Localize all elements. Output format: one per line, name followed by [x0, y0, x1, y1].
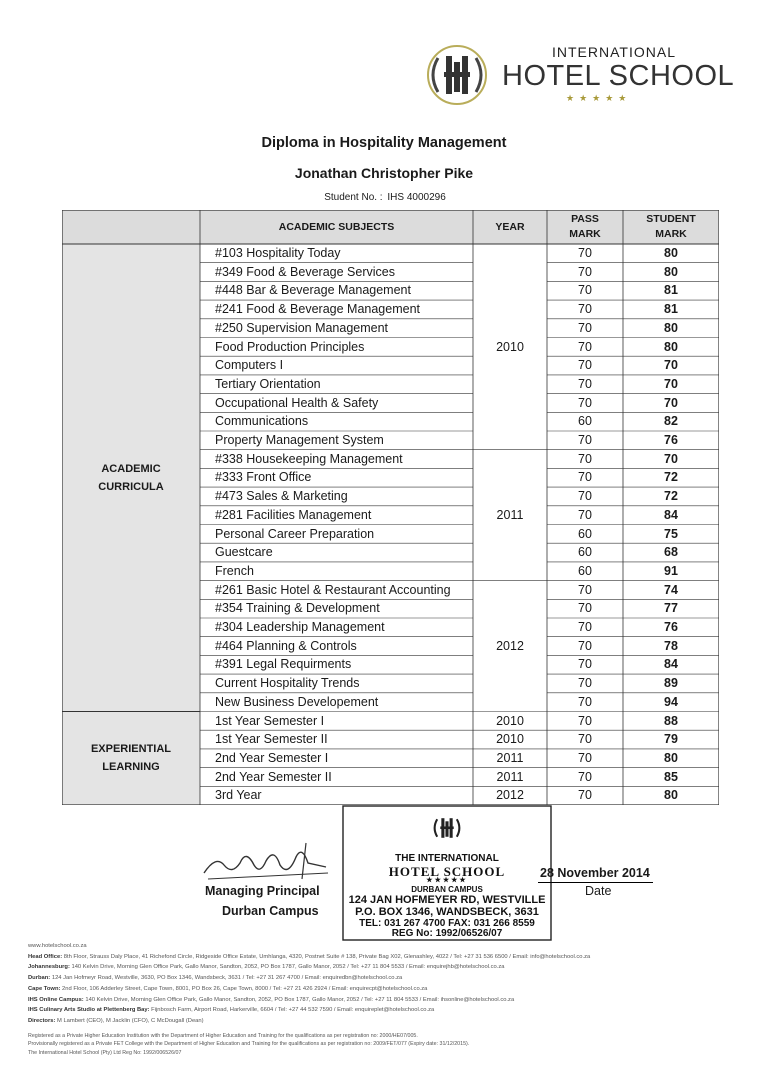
table-row-subject: Property Management System: [215, 433, 384, 447]
table-row-pass-mark: 70: [578, 788, 592, 803]
table-row-subject: Occupational Health & Safety: [215, 395, 379, 410]
table-row-pass-mark: 70: [578, 264, 592, 279]
table-row-pass-mark: 70: [578, 769, 592, 784]
stamp-line-5: P.O. BOX 1346, WANDSBECK, 3631: [355, 906, 539, 918]
table-row-student-mark: 77: [664, 601, 678, 616]
issue-date: 28 November 2014: [540, 866, 650, 880]
date-label: Date: [585, 884, 612, 898]
logo-text-hotel-school: HOTEL SCHOOL: [502, 60, 735, 92]
footer-line-5: IHS Culinary Arts Studio at Plettenberg Bay: Fijnbosch Farm, Airport Road, Harkerville, 6604 / Tel: +27 44 532 7590 / Email: enquireplet@hotelschool.co.za: [28, 1007, 435, 1014]
footer-registration-1: Provisionally registered as a Private FET College with the Department of Higher Education and Training for the qualifications as per registration no: 2009/FET/077 (Expiry date: 31/12/2015).: [28, 1041, 470, 1048]
table-row-pass-mark: 70: [578, 713, 592, 728]
table-row-student-mark: 85: [664, 769, 678, 784]
table-row-student-mark: 80: [664, 339, 678, 354]
table-row-student-mark: 70: [664, 451, 678, 466]
table-row-pass-mark: 70: [578, 750, 592, 765]
table-row-pass-mark: 70: [578, 620, 592, 634]
table-row-pass-mark: 70: [578, 376, 592, 391]
header-academic-subjects: ACADEMIC SUBJECTS: [278, 221, 395, 233]
table-row-pass-mark: 70: [578, 507, 592, 522]
section-label-experiential-line1: EXPERIENTIAL: [90, 743, 172, 755]
school-logo-emblem-icon: [424, 42, 490, 108]
stamp-line-4: 124 JAN HOFMEYER RD, WESTVILLE: [348, 894, 546, 906]
table-row-student-mark: 76: [664, 433, 678, 447]
footer-registration-2: The International Hotel School (Pty) Ltd Reg No: 1992/006526/07: [28, 1049, 182, 1056]
table-row-pass-mark: 70: [578, 283, 592, 298]
footer: [28, 941, 748, 1057]
table-row-subject: #464 Planning & Controls: [215, 638, 357, 653]
table-row-subject: Communications: [215, 414, 309, 429]
signature-scribble: [196, 835, 336, 885]
section-label-academic-line2: CURRICULA: [98, 481, 164, 493]
section-label-experiential-line2: LEARNING: [102, 761, 160, 773]
table-row-pass-mark: 60: [578, 545, 592, 560]
table-row-pass-mark: 70: [578, 320, 592, 335]
table-row-year: 2012: [496, 788, 524, 803]
table-row-pass-mark: 60: [578, 414, 592, 429]
table-row-student-mark: 80: [664, 750, 678, 765]
section-label-academic-line1: ACADEMIC: [101, 463, 161, 475]
table-row-pass-mark: 60: [578, 563, 592, 578]
table-row-subject: #250 Supervision Management: [215, 320, 389, 335]
footer-line-2: Durban: 124 Jan Hofmeyr Road, Westville, 3630, PO Box 1346, Wandsbeck, 3631 / Tel: +27 31 267 4700 / Email: enquiredbn@hotelschool.co.za: [28, 975, 403, 982]
student-number-value: IHS 4000296: [387, 192, 446, 203]
footer-website: www.hotelschool.co.za: [28, 943, 87, 949]
date-underline: [538, 882, 653, 883]
table-row-pass-mark: 70: [578, 657, 592, 672]
table-row-student-mark: 80: [664, 246, 678, 260]
stamp-line-1: THE INTERNATIONAL: [395, 853, 499, 864]
table-row-pass-mark: 70: [578, 470, 592, 485]
table-row-student-mark: 78: [664, 638, 678, 653]
table-row-subject: #103 Hospitality Today: [215, 246, 341, 260]
document-title: Diploma in Hospitality Management: [261, 135, 507, 151]
table-row-student-mark: 80: [664, 264, 678, 279]
table-row-subject: 2nd Year Semester II: [215, 769, 332, 784]
table-row-subject: #333 Front Office: [215, 470, 312, 485]
footer-line-6: Directors: M Lambert (CEO), M Jacklin (CFO), C McDougall (Dean): [28, 1017, 204, 1024]
table-row-subject: French: [215, 563, 254, 578]
table-row-student-mark: 72: [664, 489, 678, 504]
table-row-student-mark: 74: [664, 582, 678, 597]
table-row-subject: Food Production Principles: [215, 339, 365, 354]
table-row-subject: #281 Facilities Management: [215, 507, 372, 522]
table-row-year: 2011: [496, 769, 524, 784]
table-row-pass-mark: 70: [578, 302, 592, 317]
table-row-student-mark: 84: [664, 657, 678, 672]
student-name: Jonathan Christopher Pike: [294, 165, 474, 181]
footer-line-0: Head Office: 8th Floor, Strauss Daly Place, 41 Richefond Circle, Ridgeside Office Estate, Umhlanga, 4320, Postnet Suite # 138, Private Bag X02, Glenashley, 4022 / Tel: +27 31 536 6500 / Email: info@hotelschool.co.za: [28, 953, 591, 960]
table-row-student-mark: 72: [664, 470, 678, 485]
stamp-stars: ★★★★★: [426, 877, 468, 884]
year-group-2: 2012: [496, 639, 524, 654]
table-row-subject: New Business Developement: [215, 694, 379, 709]
stamp-line-2: HOTEL SCHOOL: [388, 864, 506, 879]
table-row-student-mark: 80: [664, 788, 678, 803]
table-row-pass-mark: 70: [578, 433, 592, 447]
stamp-line-3: DURBAN CAMPUS: [411, 885, 483, 894]
year-group-1: 2011: [496, 508, 524, 523]
stamp-line-7: REG No: 1992/06526/07: [391, 928, 503, 939]
table-row-subject: #349 Food & Beverage Services: [215, 264, 395, 279]
table-row-subject: #448 Bar & Beverage Management: [215, 283, 411, 298]
table-row-subject: Tertiary Orientation: [215, 376, 321, 391]
footer-line-3: Cape Town: 2nd Floor, 106 Adderley Street, Cape Town, 8001, PO Box 26, Cape Town, 8000 / Tel: +27 21 426 2924 / Email: enquirecpt@hotelschool.co.za: [28, 985, 428, 992]
table-row-student-mark: 70: [664, 358, 678, 373]
table-row-subject: #304 Leadership Management: [215, 620, 385, 634]
signatory-title: Managing Principal: [205, 884, 320, 898]
table-row-subject: Computers I: [215, 358, 284, 373]
table-row-student-mark: 80: [664, 320, 678, 335]
table-row-student-mark: 68: [664, 545, 678, 560]
table-row-student-mark: 81: [664, 283, 678, 298]
student-number: [0, 192, 768, 203]
table-row-student-mark: 79: [664, 732, 678, 747]
footer-line-1: Johannesburg: 140 Kelvin Drive, Morning Glen Office Park, Gallo Manor, Sandton, 2052, PO Box 1787, Gallo Manor, 2052 / Tel: +27 11 804 5533 / Email: enquirejhb@hotelschool.co.za: [28, 964, 505, 971]
official-stamp: [342, 805, 552, 941]
table-row-subject: 1st Year Semester II: [215, 732, 328, 747]
stamp-line-6: TEL: 031 267 4700 FAX: 031 266 8559: [359, 918, 535, 929]
table-row-subject: #391 Legal Requirments: [215, 657, 352, 672]
table-row-year: 2010: [496, 732, 524, 747]
table-row-pass-mark: 60: [578, 526, 592, 541]
table-row-student-mark: 81: [664, 302, 678, 317]
footer-line-4: IHS Online Campus: 140 Kelvin Drive, Morning Glen Office Park, Gallo Manor, Sandton, 2052, PO Box 1787, Gallo Manor, 2052 / Tel: +27 11 804 5533 / Email: ihsonline@hotelschool.co.za: [28, 996, 515, 1003]
table-row-pass-mark: 70: [578, 339, 592, 354]
table-row-subject: 1st Year Semester I: [215, 713, 325, 728]
table-row-student-mark: 70: [664, 395, 678, 410]
header-pass-mark-line2: MARK: [569, 228, 601, 240]
header-year: YEAR: [495, 221, 525, 233]
table-row-subject: #338 Housekeeping Management: [215, 451, 403, 466]
student-number-label: Student No. :: [324, 192, 383, 203]
table-row-pass-mark: 70: [578, 395, 592, 410]
table-row-pass-mark: 70: [578, 358, 592, 373]
year-group-0: 2010: [496, 339, 524, 354]
table-row-subject: Guestcare: [215, 545, 273, 560]
table-row-student-mark: 91: [664, 563, 678, 578]
header-pass-mark-line1: PASS: [571, 213, 599, 225]
table-row-subject: Personal Career Preparation: [215, 526, 375, 541]
table-row-pass-mark: 70: [578, 732, 592, 747]
results-table: [62, 210, 719, 805]
table-row-pass-mark: 70: [578, 246, 592, 260]
table-row-student-mark: 82: [664, 414, 678, 429]
table-row-student-mark: 94: [664, 694, 678, 709]
table-row-pass-mark: 70: [578, 694, 592, 709]
table-row-student-mark: 84: [664, 507, 678, 522]
footer-registration-0: Registered as a Private Higher Education Institution with the Department of Higher Education and Training for the qualifications as per registration no: 2000/HE07/005.: [28, 1032, 418, 1039]
table-row-subject: #241 Food & Beverage Management: [215, 302, 420, 317]
table-row-student-mark: 70: [664, 376, 678, 391]
table-row-pass-mark: 70: [578, 638, 592, 653]
table-row-pass-mark: 70: [578, 582, 592, 597]
table-row-subject: 3rd Year: [215, 788, 262, 803]
table-row-student-mark: 76: [664, 620, 678, 634]
table-row-subject: 2nd Year Semester I: [215, 750, 329, 765]
table-row-subject: #473 Sales & Marketing: [215, 489, 348, 504]
table-row-pass-mark: 70: [578, 601, 592, 616]
header-student-mark-line1: STUDENT: [646, 213, 696, 225]
header-student-mark-line2: MARK: [655, 228, 687, 240]
table-row-pass-mark: 70: [578, 676, 592, 691]
table-row-student-mark: 75: [664, 526, 678, 541]
table-row-year: 2011: [496, 750, 524, 765]
logo-text-international: INTERNATIONAL: [552, 44, 676, 60]
table-row-year: 2010: [496, 713, 524, 728]
table-row-pass-mark: 70: [578, 451, 592, 466]
table-row-student-mark: 89: [664, 676, 678, 691]
table-row-pass-mark: 70: [578, 489, 592, 504]
logo-stars: ★★★★★: [566, 93, 632, 103]
table-row-subject: Current Hospitality Trends: [215, 676, 360, 691]
signatory-campus: Durban Campus: [222, 904, 319, 918]
table-shade: [62, 244, 200, 805]
table-row-subject: #354 Training & Development: [215, 601, 380, 616]
table-row-student-mark: 88: [664, 713, 678, 728]
table-row-subject: #261 Basic Hotel & Restaurant Accounting: [215, 582, 451, 597]
stamp-logo-icon: [430, 811, 464, 845]
